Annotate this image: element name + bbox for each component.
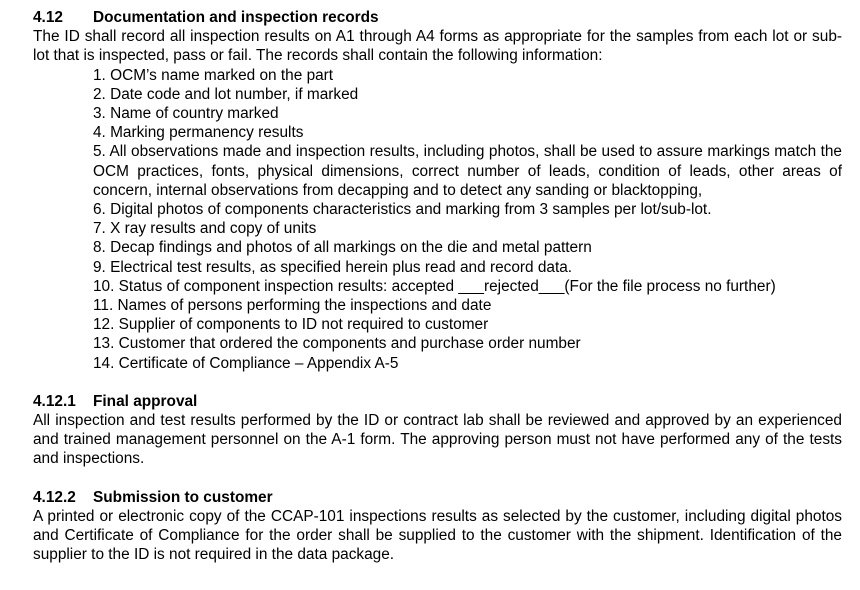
section-4-12-heading (33, 8, 842, 27)
information-list (33, 66, 842, 373)
section-title: Submission to customer (93, 488, 273, 506)
list-item: 11. Names of persons performing the inspections and date (93, 297, 492, 315)
list-item: 13. Customer that ordered the components and purchase order number (93, 335, 581, 353)
section-number: 4.12.1 (33, 392, 76, 410)
section-number: 4.12.2 (33, 488, 76, 506)
spacer (33, 469, 842, 488)
list-item: 9. Electrical test results, as specified herein plus read and record data. (93, 258, 573, 276)
section-4-12-1-body: All inspection and test results performed by the ID or contract lab shall be reviewed and approved by an experienced and trained management personnel on the A-1 form. The approving person must not have performed any of the tests and inspections. (33, 412, 842, 468)
list-item: 1. OCM’s name marked on the part (93, 66, 334, 84)
section-4-12-intro: The ID shall record all inspection results on A1 through A4 forms as appropriate for the samples from each lot or sub-lot that is inspected, pass or fail. The records shall contain the following information: (33, 28, 842, 65)
list-item: 10. Status of component inspection results: accepted ___rejected___(For the file process no further) (93, 277, 776, 295)
list-item: 5. All observations made and inspection results, including photos, shall be used to assure markings match the OCM practices, fonts, physical dimensions, correct number of leads, condition of leads, other areas of concern, internal observations from decapping and to detect any sanding or blacktopping, (93, 143, 842, 199)
list-item: 12. Supplier of components to ID not required to customer (93, 316, 489, 334)
spacer (33, 373, 842, 392)
section-4-12-2-heading (33, 488, 842, 507)
list-item: 2. Date code and lot number, if marked (93, 85, 359, 103)
list-item: 3. Name of country marked (93, 105, 279, 123)
section-4-12-2-body: A printed or electronic copy of the CCAP-101 inspections results as selected by the customer, including digital photos and Certificate of Compliance for the order shall be supplied to the customer with the shipment. Identification of the supplier to the ID is not required in the data package. (33, 507, 842, 564)
list-item: 7. X ray results and copy of units (93, 220, 317, 238)
section-number: 4.12 (33, 9, 63, 26)
list-item: 4. Marking permanency results (93, 124, 304, 142)
list-item: 14. Certificate of Compliance – Appendix A-5 (93, 354, 399, 372)
section-title: Documentation and inspection records (93, 9, 379, 26)
section-4-12-1-heading (33, 392, 842, 411)
list-item: 6. Digital photos of components characteristics and marking from 3 samples per lot/sub-lot. (93, 201, 712, 219)
section-title: Final approval (93, 392, 198, 410)
list-item: 8. Decap findings and photos of all markings on the die and metal pattern (93, 239, 592, 257)
